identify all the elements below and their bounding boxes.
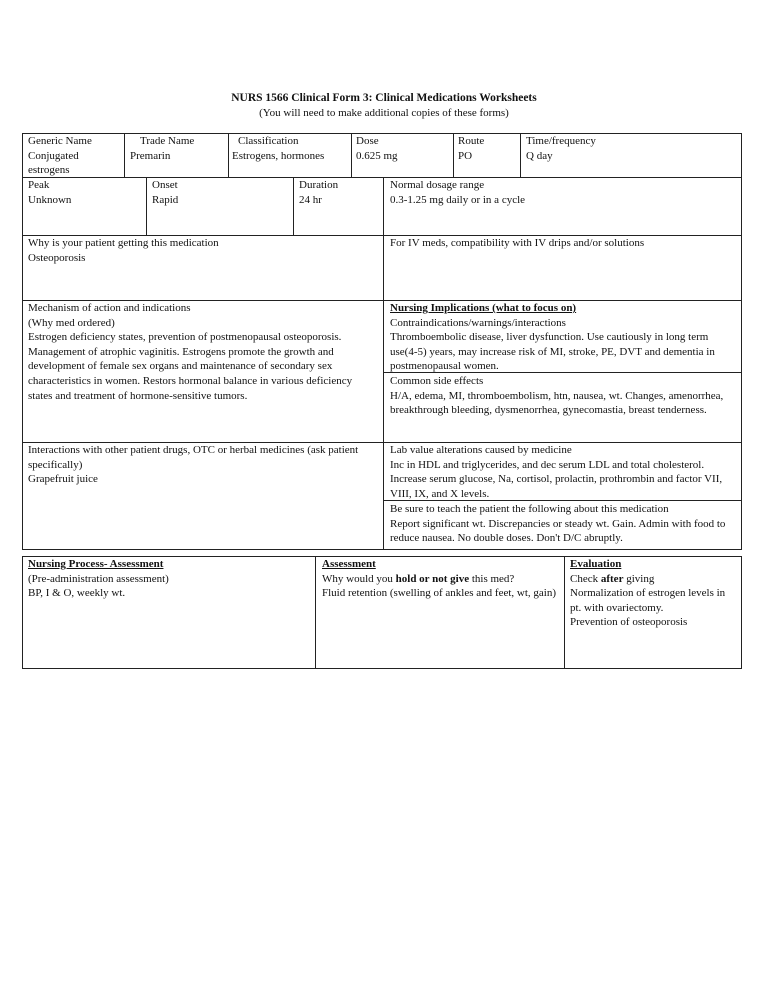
peak-value: Unknown bbox=[28, 193, 72, 206]
why-value: Osteoporosis bbox=[28, 251, 86, 264]
side-effects-label: Common side effects bbox=[390, 375, 484, 387]
onset-label: Onset bbox=[152, 179, 178, 191]
assessment-cell bbox=[322, 557, 560, 601]
duration-cell bbox=[299, 178, 381, 207]
dosage-range-label: Normal dosage range bbox=[390, 179, 485, 191]
classification-value: Estrogens, hormones bbox=[232, 149, 325, 162]
dosage-range-value: 0.3-1.25 mg daily or in a cycle bbox=[390, 193, 526, 206]
route-value: PO bbox=[458, 149, 473, 162]
why-label: Why is your patient getting this medication bbox=[28, 237, 219, 249]
dose-value: 0.625 mg bbox=[356, 149, 398, 162]
interactions-label: Interactions with other patient drugs, OTC or herbal medicines (ask patient specifically) bbox=[28, 444, 359, 471]
dose-cell bbox=[356, 134, 451, 163]
nursing-implications-heading: Nursing Implications (what to focus on) bbox=[390, 302, 577, 314]
evaluation-heading: Evaluation bbox=[570, 558, 622, 570]
assessment-question: Why would you hold or not give this med? bbox=[322, 572, 515, 585]
contraindications-cell bbox=[390, 301, 738, 374]
duration-value: 24 hr bbox=[299, 193, 322, 206]
teach-label: Be sure to teach the patient the following about this medication bbox=[390, 503, 669, 515]
mechanism-value: Estrogen deficiency states, prevention of postmenopausal osteoporosis. Management of atrophic vaginitis. Estrogens promote the growth and development of female sex organs and maintenance of secondary sex characteristics in women. Restors hormonal balance in various deficiency states and treatment of hormone-sensitive tumors. bbox=[28, 331, 353, 402]
form-subtitle: (You will need to make additional copies of these forms) bbox=[259, 107, 509, 119]
side-effects-cell bbox=[390, 374, 738, 418]
teach-cell bbox=[390, 502, 738, 546]
np-assessment-sublabel: (Pre-administration assessment) bbox=[28, 572, 169, 585]
classification-label: Classification bbox=[238, 135, 299, 147]
side-effects-value: H/A, edema, MI, thromboembolism, htn, nausea, wt. Changes, amenorrhea, breakthrough bleeding, dysmenorrhea, gynecomastia, breast tenderness. bbox=[390, 389, 724, 417]
onset-value: Rapid bbox=[152, 193, 179, 206]
assessment-heading: Assessment bbox=[322, 558, 376, 570]
route-cell bbox=[458, 134, 518, 163]
iv-cell bbox=[390, 236, 738, 251]
evaluation-value: Normalization of estrogen levels in pt. with ovariectomy. Prevention of osteoporosis bbox=[570, 587, 726, 629]
interactions-cell bbox=[28, 443, 378, 487]
contraindications-label: Contraindications/warnings/interactions bbox=[390, 316, 566, 329]
assessment-value: Fluid retention (swelling of ankles and feet, wt, gain) bbox=[322, 587, 556, 600]
mechanism-sublabel: (Why med ordered) bbox=[28, 316, 115, 329]
lab-values-cell bbox=[390, 443, 738, 501]
generic-name-cell bbox=[28, 134, 122, 178]
interactions-value: Grapefruit juice bbox=[28, 473, 98, 486]
why-cell bbox=[28, 236, 380, 265]
mechanism-cell bbox=[28, 301, 378, 403]
frequency-cell bbox=[526, 134, 738, 163]
lab-values-label: Lab value alterations caused by medicine bbox=[390, 444, 572, 456]
evaluation-cell bbox=[570, 557, 738, 630]
duration-label: Duration bbox=[299, 179, 339, 191]
mechanism-label: Mechanism of action and indications bbox=[28, 302, 191, 314]
trade-name-label: Trade Name bbox=[140, 135, 195, 147]
peak-label: Peak bbox=[28, 179, 50, 191]
trade-name-value: Premarin bbox=[130, 149, 171, 162]
generic-name-label: Generic Name bbox=[28, 135, 92, 147]
frequency-label: Time/frequency bbox=[526, 135, 596, 147]
iv-label: For IV meds, compatibility with IV drips and/or solutions bbox=[390, 237, 645, 249]
trade-name-cell bbox=[130, 134, 226, 163]
lab-values-value: Inc in HDL and triglycerides, and dec serum LDL and total cholesterol. Increase serum glucose, Na, cortisol, prolactin, prothrombin and factor VII, VIII, IX, and X levels. bbox=[390, 458, 723, 500]
onset-cell bbox=[152, 178, 290, 207]
teach-value: Report significant wt. Discrepancies or steady wt. Gain. Admin with food to reduce nausea. No double doses. Don't D/C abruptly. bbox=[390, 517, 726, 545]
form-title: NURS 1566 Clinical Form 3: Clinical Medications Worksheets bbox=[231, 92, 537, 104]
np-assessment-heading: Nursing Process- Assessment bbox=[28, 558, 164, 570]
route-label: Route bbox=[458, 135, 485, 147]
dosage-range-cell bbox=[390, 178, 738, 207]
contraindications-value: Thromboembolic disease, liver dysfunction. Use cautiously in long term use(4-5) years, may increase risk of MI, stroke, PE, DVT and dementia in postmenopausal women. bbox=[390, 331, 715, 373]
peak-cell bbox=[28, 178, 144, 207]
evaluation-check: Check after giving bbox=[570, 572, 655, 585]
np-assessment-cell bbox=[28, 557, 312, 601]
classification-cell bbox=[232, 134, 350, 163]
dose-label: Dose bbox=[356, 135, 379, 147]
frequency-value: Q day bbox=[526, 149, 553, 162]
np-assessment-value: BP, I & O, weekly wt. bbox=[28, 587, 126, 600]
generic-name-value: Conjugated estrogens bbox=[28, 149, 79, 177]
